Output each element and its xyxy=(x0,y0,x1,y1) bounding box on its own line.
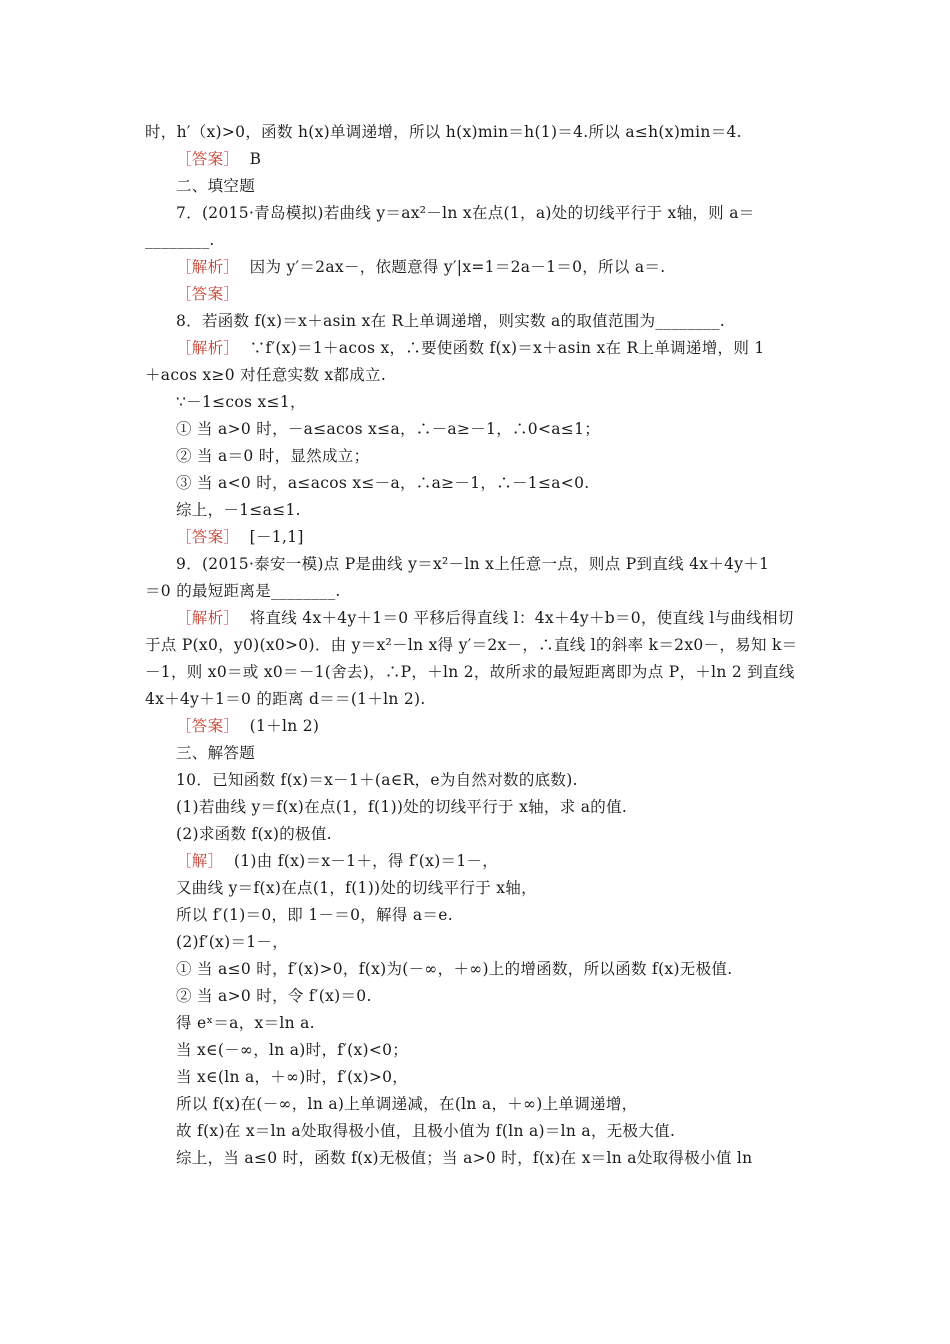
text-line: ① 当 a≤0 时，f′(x)>0，f(x)为(－∞，＋∞)上的增函数，所以函数 f(x)无极值. xyxy=(176,960,733,978)
answer-line: ［答案］ (1＋ln 2) xyxy=(176,717,320,735)
text-line: 所以 f′(1)＝0，即 1－＝0，解得 a＝e. xyxy=(176,906,453,924)
question-line: 7．(2015·青岛模拟)若曲线 y＝ax²－ln x在点(1，a)处的切线平行于 x轴，则 a＝ xyxy=(176,204,755,222)
text-line: (1)若曲线 y＝f(x)在点(1，f(1))处的切线平行于 x轴，求 a的值. xyxy=(176,798,628,816)
section-heading: 三、解答题 xyxy=(176,744,256,762)
text-line: (2)求函数 f(x)的极值. xyxy=(176,825,332,843)
text-line: ② 当 a＝0 时，显然成立； xyxy=(176,447,370,465)
question-line: 9．(2015·泰安一模)点 P是曲线 y＝x²－ln x上任意一点，则点 P到直线 4x＋4y＋1 xyxy=(176,555,770,573)
text-line: 得 eˣ＝a，x＝ln a. xyxy=(176,1014,315,1032)
text-line: 当 x∈(－∞，ln a)时，f′(x)<0； xyxy=(176,1041,409,1059)
answer-line: ［答案］ [－1,1] xyxy=(176,528,304,546)
text-line: ② 当 a>0 时，令 f′(x)＝0. xyxy=(176,987,372,1005)
solution-line: ［解］ (1)由 f(x)＝x－1＋，得 f′(x)＝1－， xyxy=(176,852,499,870)
text-line: 于点 P(x0，y0)(x0>0)．由 y＝x²－ln x得 y′＝2x－，∴直线 l的斜率 k＝2x0－，易知 k＝ xyxy=(145,636,798,654)
text-line: 所以 f(x)在(－∞，ln a)上单调递减，在(ln a，＋∞)上单调递增， xyxy=(176,1095,638,1113)
analysis-line: ［解析］ 将直线 4x＋4y＋1＝0 平移后得直线 l：4x＋4y＋b＝0，使直线 l与曲线相切 xyxy=(176,609,794,627)
answer-line: ［答案］ xyxy=(176,285,240,303)
text-line: 4x＋4y＋1＝0 的距离 d＝＝(1＋ln 2). xyxy=(145,690,426,708)
text-line: 时，h′（x)>0，函数 h(x)单调递增，所以 h(x)min＝h(1)＝4.所以 a≤h(x)min＝4. xyxy=(145,123,742,141)
text-line: ＝0 的最短距离是________. xyxy=(145,582,341,600)
text-line: 故 f(x)在 x＝ln a处取得极小值，且极小值为 f(ln a)＝ln a，无极大值. xyxy=(176,1122,676,1140)
text-line: ① 当 a>0 时，－a≤acos x≤a，∴－a≥－1，∴0<a≤1； xyxy=(176,420,601,438)
text-line: ③ 当 a<0 时，a≤acos x≤－a，∴a≥－1，∴－1≤a<0. xyxy=(176,474,590,492)
question-line: 8．若函数 f(x)＝x＋asin x在 R上单调递增，则实数 a的取值范围为________. xyxy=(176,312,725,330)
text-line: 综上，－1≤a≤1. xyxy=(176,501,301,519)
text-line: 当 x∈(ln a，＋∞)时，f′(x)>0， xyxy=(176,1068,409,1086)
section-heading: 二、填空题 xyxy=(176,177,256,195)
answer-line: ［答案］ B xyxy=(176,150,262,168)
text-line: 又曲线 y＝f(x)在点(1，f(1))处的切线平行于 x轴， xyxy=(176,879,537,897)
text-line: 综上，当 a≤0 时，函数 f(x)无极值；当 a>0 时，f(x)在 x＝ln a处取得极小值 ln xyxy=(176,1149,753,1167)
text-line: －1，则 x0＝或 x0＝－1(舍去)，∴P，＋ln 2，故所求的最短距离即为点 P，＋ln 2 到直线 xyxy=(145,663,795,681)
text-line: ∵－1≤cos x≤1， xyxy=(176,393,306,411)
text-line: ________. xyxy=(145,231,215,249)
question-line: 10．已知函数 f(x)＝x－1＋(a∈R，e为自然对数的底数). xyxy=(176,771,578,789)
analysis-line: ［解析］ ∵f′(x)＝1＋acos x，∴要使函数 f(x)＝x＋asin x在 R上单调递增，则 1 xyxy=(176,339,765,357)
text-line: (2)f′(x)＝1－， xyxy=(176,933,289,951)
analysis-line: ［解析］ 因为 y′＝2ax－，依题意得 y′|x=1＝2a－1＝0，所以 a＝. xyxy=(176,258,666,276)
text-line: ＋acos x≥0 对任意实数 x都成立. xyxy=(145,366,387,384)
